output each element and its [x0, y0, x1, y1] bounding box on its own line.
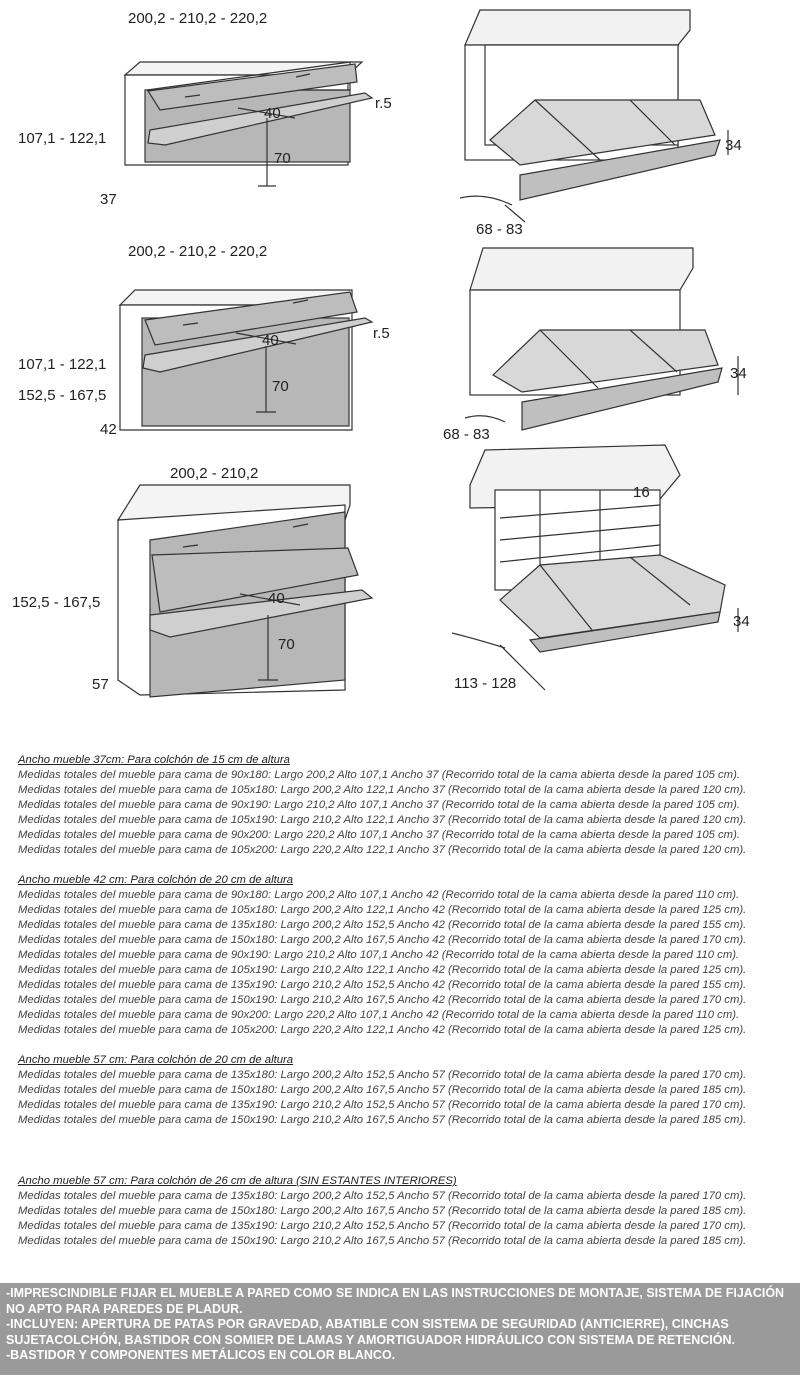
d3-drop-label: 70: [272, 378, 289, 395]
spec-line: Medidas totales del mueble para cama de 150x190: Largo 210,2 Alto 167,5 Ancho 57 (Recorrido total de la cama abierta desde la pared 185 cm).: [18, 1114, 747, 1126]
d1-shelf-label: 40: [264, 105, 281, 122]
spec-line: Medidas totales del mueble para cama de 90x190: Largo 210,2 Alto 107,1 Ancho 42 (Recorrido total de la cama abierta desde la pared 110 cm).: [18, 949, 740, 961]
footer-notes: [0, 1283, 800, 1375]
d3-shelf-label: 40: [262, 332, 279, 349]
d1-radius-label: r.5: [375, 95, 392, 112]
d1-width-label: 200,2 - 210,2 - 220,2: [128, 10, 268, 27]
spec-line: Medidas totales del mueble para cama de 90x200: Largo 220,2 Alto 107,1 Ancho 42 (Recorrido total de la cama abierta desde la pared 110 cm).: [18, 1009, 740, 1021]
d3-radius-label: r.5: [373, 325, 390, 342]
d1-depth-label: 37: [100, 191, 117, 208]
spec-line: Medidas totales del mueble para cama de 105x200: Largo 220,2 Alto 122,1 Ancho 37 (Recorrido total de la cama abierta desde la pared 120 cm).: [18, 844, 747, 856]
spec-line: Medidas totales del mueble para cama de 150x190: Largo 210,2 Alto 167,5 Ancho 42 (Recorrido total de la cama abierta desde la pared 170 cm).: [18, 994, 747, 1006]
d4-thickness-label: 34: [730, 365, 747, 382]
spec-line: Medidas totales del mueble para cama de 150x190: Largo 210,2 Alto 167,5 Ancho 57 (Recorrido total de la cama abierta desde la pared 185 cm).: [18, 1235, 747, 1247]
spec-line: Medidas totales del mueble para cama de 90x190: Largo 210,2 Alto 107,1 Ancho 37 (Recorrido total de la cama abierta desde la pared 105 cm).: [18, 799, 740, 811]
d3-width-label: 200,2 - 210,2 - 220,2: [128, 243, 268, 260]
d5-drop-label: 70: [278, 636, 295, 653]
spec-heading: Ancho mueble 57 cm: Para colchón de 20 cm de altura: [18, 1054, 294, 1066]
d3-depth-label: 42: [100, 421, 117, 438]
spec-line: Medidas totales del mueble para cama de 105x200: Largo 220,2 Alto 122,1 Ancho 42 (Recorrido total de la cama abierta desde la pared 125 cm).: [18, 1024, 747, 1036]
d6-thickness-label: 34: [733, 613, 750, 630]
d6-open-label: 113 - 128: [454, 675, 517, 692]
spec-line: Medidas totales del mueble para cama de 135x190: Largo 210,2 Alto 152,5 Ancho 42 (Recorrido total de la cama abierta desde la pared 155 cm).: [18, 979, 747, 991]
spec-group-57-20: [18, 1053, 798, 1128]
d5-height-label: 152,5 - 167,5: [12, 594, 101, 611]
d1-height-label: 107,1 - 122,1: [18, 130, 107, 147]
spec-line: Medidas totales del mueble para cama de 150x180: Largo 200,2 Alto 167,5 Ancho 57 (Recorrido total de la cama abierta desde la pared 185 cm).: [18, 1205, 747, 1217]
spec-group-57-26: [18, 1174, 798, 1249]
d2-thickness-label: 34: [725, 137, 742, 154]
d5-depth-label: 57: [92, 676, 109, 693]
spec-line: Medidas totales del mueble para cama de 135x180: Largo 200,2 Alto 152,5 Ancho 42 (Recorrido total de la cama abierta desde la pared 155 cm).: [18, 919, 747, 931]
footer-note: -BASTIDOR Y COMPONENTES METÁLICOS EN COLOR BLANCO.: [6, 1348, 396, 1362]
d1-drop-label: 70: [274, 150, 291, 167]
spec-line: Medidas totales del mueble para cama de 135x180: Largo 200,2 Alto 152,5 Ancho 57 (Recorrido total de la cama abierta desde la pared 170 cm).: [18, 1190, 747, 1202]
spec-group-42: [18, 873, 798, 1038]
spec-heading: Ancho mueble 37cm: Para colchón de 15 cm de altura: [18, 754, 290, 766]
spec-line: Medidas totales del mueble para cama de 135x190: Largo 210,2 Alto 152,5 Ancho 57 (Recorrido total de la cama abierta desde la pared 170 cm).: [18, 1099, 747, 1111]
d3-height2-label: 152,5 - 167,5: [18, 387, 107, 404]
spec-line: Medidas totales del mueble para cama de 105x190: Largo 210,2 Alto 122,1 Ancho 42 (Recorrido total de la cama abierta desde la pared 125 cm).: [18, 964, 747, 976]
spec-line: Medidas totales del mueble para cama de 135x190: Largo 210,2 Alto 152,5 Ancho 57 (Recorrido total de la cama abierta desde la pared 170 cm).: [18, 1220, 747, 1232]
spec-line: Medidas totales del mueble para cama de 90x180: Largo 200,2 Alto 107,1 Ancho 37 (Recorrido total de la cama abierta desde la pared 105 cm).: [18, 769, 740, 781]
spec-line: Medidas totales del mueble para cama de 105x180: Largo 200,2 Alto 122,1 Ancho 37 (Recorrido total de la cama abierta desde la pared 120 cm).: [18, 784, 747, 796]
d3-height1-label: 107,1 - 122,1: [18, 356, 107, 373]
spec-line: Medidas totales del mueble para cama de 105x180: Largo 200,2 Alto 122,1 Ancho 42 (Recorrido total de la cama abierta desde la pared 125 cm).: [18, 904, 747, 916]
d6-shelf-label: 16: [633, 484, 650, 501]
spec-line: Medidas totales del mueble para cama de 105x190: Largo 210,2 Alto 122,1 Ancho 37 (Recorrido total de la cama abierta desde la pared 120 cm).: [18, 814, 747, 826]
d2-open-label: 68 - 83: [476, 221, 523, 238]
footer-note: -INCLUYEN: APERTURA DE PATAS POR GRAVEDAD, ABATIBLE CON SISTEMA DE SEGURIDAD (ANTICIERRE), CINCHAS SUJETACOLCHÓN, BASTIDOR CON SOMIER DE LAMAS Y AMORTIGUADOR HIDRÁULICO CON SISTEMA DE RETENCIÓN.: [6, 1317, 735, 1347]
spec-heading: Ancho mueble 57 cm: Para colchón de 26 cm de altura (SIN ESTANTES INTERIORES): [18, 1175, 457, 1187]
d5-width-label: 200,2 - 210,2: [170, 465, 259, 482]
spec-line: Medidas totales del mueble para cama de 150x180: Largo 200,2 Alto 167,5 Ancho 57 (Recorrido total de la cama abierta desde la pared 185 cm).: [18, 1084, 747, 1096]
spec-line: Medidas totales del mueble para cama de 135x180: Largo 200,2 Alto 152,5 Ancho 57 (Recorrido total de la cama abierta desde la pared 170 cm).: [18, 1069, 747, 1081]
d5-shelf-label: 40: [268, 590, 285, 607]
footer-note: -IMPRESCINDIBLE FIJAR EL MUEBLE A PARED COMO SE INDICA EN LAS INSTRUCCIONES DE MONTAJE, SISTEMA DE FIJACIÓN NO APTO PARA PAREDES DE PLADUR.: [6, 1286, 785, 1316]
spec-line: Medidas totales del mueble para cama de 150x180: Largo 200,2 Alto 167,5 Ancho 42 (Recorrido total de la cama abierta desde la pared 170 cm).: [18, 934, 747, 946]
spec-group-37: [18, 753, 798, 858]
spec-line: Medidas totales del mueble para cama de 90x200: Largo 220,2 Alto 107,1 Ancho 37 (Recorrido total de la cama abierta desde la pared 105 cm).: [18, 829, 740, 841]
spec-line: Medidas totales del mueble para cama de 90x180: Largo 200,2 Alto 107,1 Ancho 42 (Recorrido total de la cama abierta desde la pared 110 cm).: [18, 889, 740, 901]
d4-open-label: 68 - 83: [443, 426, 490, 443]
spec-heading: Ancho mueble 42 cm: Para colchón de 20 cm de altura: [18, 874, 294, 886]
